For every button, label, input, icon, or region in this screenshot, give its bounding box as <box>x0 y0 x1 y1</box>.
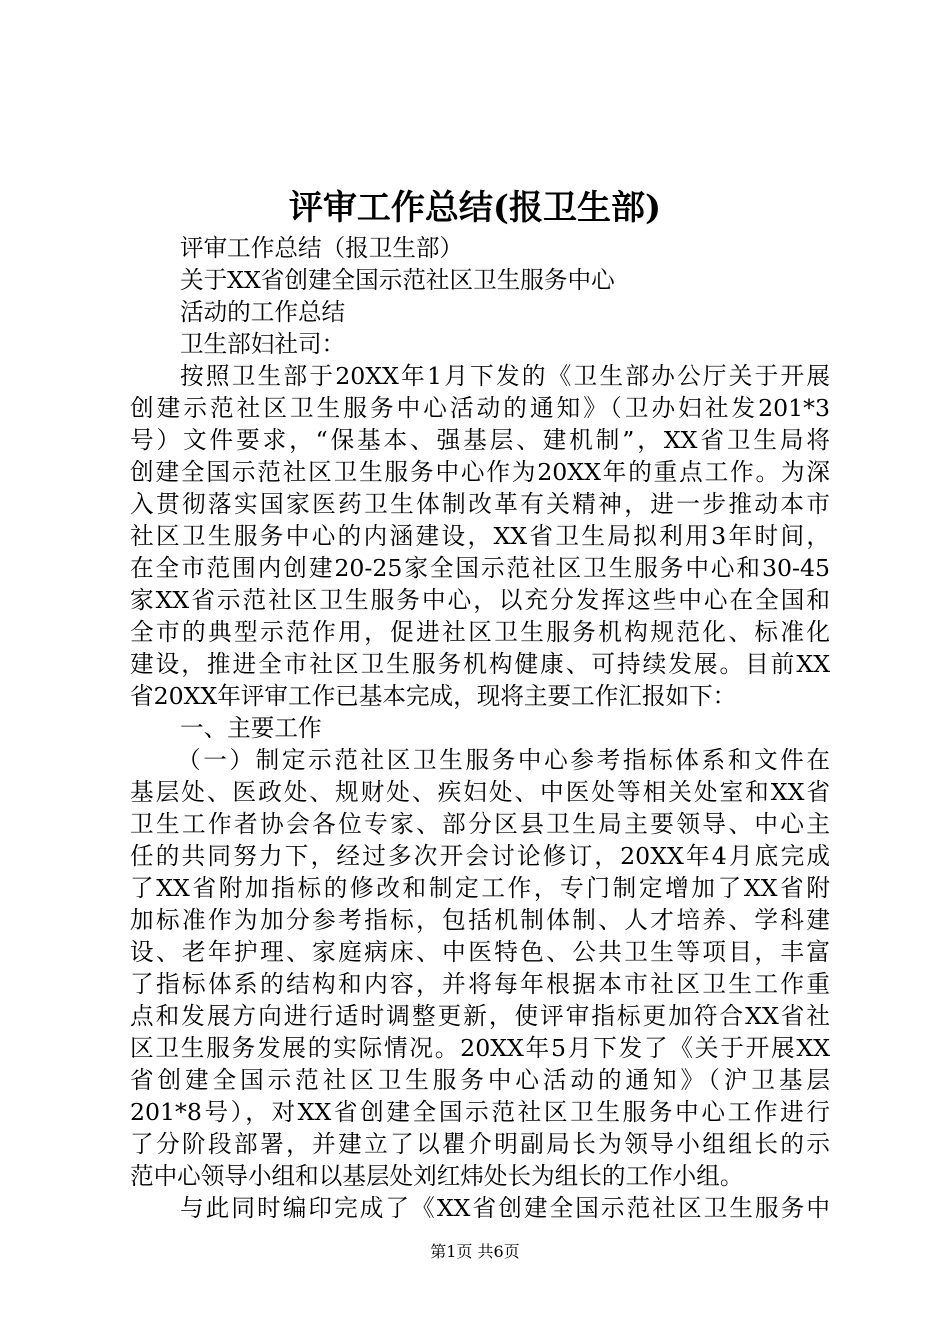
text-line: 按照卫生部于20XX年1月下发的《卫生部办公厅关于开展 <box>180 362 830 390</box>
text-line: 省20XX年评审工作已基本完成，现将主要工作汇报如下： <box>130 682 737 710</box>
text-line: 全市的典型示范作用，促进社区卫生服务机构规范化、标准化 <box>130 618 830 646</box>
page-footer: 第1页 共6页 <box>430 1242 520 1261</box>
text-line: 建设，推进全市社区卫生服务机构健康、可持续发展。目前XX <box>130 650 830 678</box>
text-line: 社区卫生服务中心的内涵建设，XX省卫生局拟利用3年时间， <box>130 522 830 550</box>
text-line: 与此同时编印完成了《XX省创建全国示范社区卫生服务中 <box>180 1194 830 1222</box>
text-line: （一）制定示范社区卫生服务中心参考指标体系和文件在 <box>177 746 830 774</box>
text-line: 评审工作总结（报卫生部） <box>180 234 464 262</box>
text-line: 加标准作为加分参考指标，包括机制体制、人才培养、学科建 <box>130 906 830 934</box>
text-line: 号）文件要求，“保基本、强基层、建机制”，XX省卫生局将 <box>130 426 830 454</box>
text-line: 基层处、医政处、规财处、疾妇处、中医处等相关处室和XX省 <box>130 778 830 806</box>
document-body <box>130 232 830 1224</box>
text-line: 区卫生服务发展的实际情况。20XX年5月下发了《关于开展XX <box>130 1034 830 1062</box>
text-line: 家XX省示范社区卫生服务中心，以充分发挥这些中心在全国和 <box>130 586 830 614</box>
text-line: 设、老年护理、家庭病床、中医特色、公共卫生等项目，丰富 <box>130 938 830 966</box>
text-line: 了XX省附加指标的修改和制定工作，专门制定增加了XX省附 <box>130 874 830 902</box>
document-title: 评审工作总结(报卫生部) <box>288 188 662 228</box>
text-line: 了指标体系的结构和内容，并将每年根据本市社区卫生工作重 <box>130 970 830 998</box>
text-line: 创建示范社区卫生服务中心活动的通知》（卫办妇社发201*3 <box>130 394 830 422</box>
text-line: 201*8号），对XX省创建全国示范社区卫生服务中心工作进行 <box>130 1098 830 1126</box>
section-heading: 一、主要工作 <box>180 714 322 742</box>
text-line: 活动的工作总结 <box>180 298 346 326</box>
text-line: 创建全国示范社区卫生服务中心作为20XX年的重点工作。为深 <box>130 458 830 486</box>
text-line: 卫生工作者协会各位专家、部分区县卫生局主要领导、中心主 <box>130 810 830 838</box>
text-line: 任的共同努力下，经过多次开会讨论修订，20XX年4月底完成 <box>130 842 830 870</box>
text-line: 关于XX省创建全国示范社区卫生服务中心 <box>180 266 615 294</box>
text-line: 卫生部妇社司： <box>180 330 346 358</box>
text-line: 范中心领导小组和以基层处刘红炜处长为组长的工作小组。 <box>130 1162 744 1190</box>
text-line: 点和发展方向进行适时调整更新，使评审指标更加符合XX省社 <box>130 1002 830 1030</box>
text-line: 了分阶段部署，并建立了以瞿介明副局长为领导小组组长的示 <box>130 1130 830 1158</box>
text-line: 入贯彻落实国家医药卫生体制改革有关精神，进一步推动本市 <box>130 490 830 518</box>
text-line: 省创建全国示范社区卫生服务中心活动的通知》（沪卫基层 <box>130 1066 830 1094</box>
text-line: 在全市范围内创建20-25家全国示范社区卫生服务中心和30-45 <box>130 554 830 582</box>
